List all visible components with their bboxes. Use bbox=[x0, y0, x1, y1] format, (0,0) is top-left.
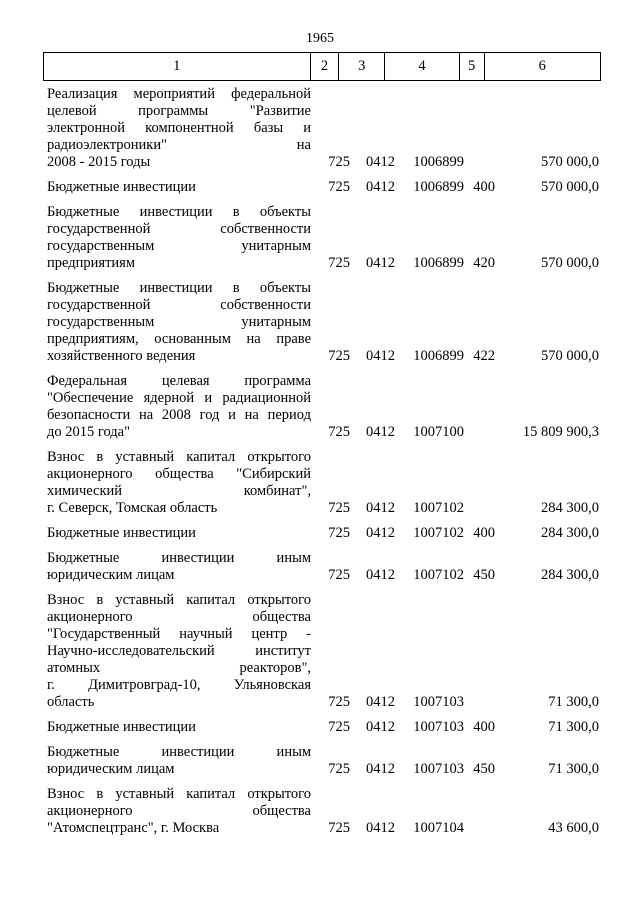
row-c5: 420 bbox=[473, 255, 495, 271]
row-c3: 0412 bbox=[366, 348, 395, 364]
row-c2: 725 bbox=[328, 348, 350, 364]
description-line: Бюджетные инвестиции в объекты bbox=[47, 204, 311, 220]
row-c6: 71 300,0 bbox=[548, 761, 599, 777]
row-c5: 450 bbox=[473, 761, 495, 777]
row-c4: 1006899 bbox=[413, 348, 464, 364]
row-c4: 1006899 bbox=[413, 255, 464, 271]
description-line: радиоэлектроники" на bbox=[47, 137, 311, 153]
description-line: Бюджетные инвестиции bbox=[47, 719, 196, 735]
row-c2: 725 bbox=[328, 525, 350, 541]
row-c4: 1007102 bbox=[413, 567, 464, 583]
description-line: Взнос в уставный капитал открытого bbox=[47, 592, 311, 608]
header-col-3: 3 bbox=[338, 53, 384, 80]
description-line: химический комбинат", bbox=[47, 483, 311, 499]
row-c4: 1007100 bbox=[413, 424, 464, 440]
row-c3: 0412 bbox=[366, 761, 395, 777]
header-col-4: 4 bbox=[384, 53, 459, 80]
description-line: область bbox=[47, 694, 95, 710]
row-c6: 570 000,0 bbox=[541, 255, 599, 271]
row-c3: 0412 bbox=[366, 179, 395, 195]
description-line: г. Северск, Томская область bbox=[47, 500, 218, 516]
row-description bbox=[43, 204, 311, 272]
description-line: Реализация мероприятий федеральной bbox=[47, 86, 311, 102]
row-c3: 0412 bbox=[366, 719, 395, 735]
row-c3: 0412 bbox=[366, 567, 395, 583]
row-c2: 725 bbox=[328, 154, 350, 170]
description-line: "Атомспецтранс", г. Москва bbox=[47, 820, 220, 836]
table-row bbox=[43, 86, 599, 171]
row-description bbox=[43, 744, 311, 778]
table-row bbox=[43, 449, 599, 517]
header-col-5: 5 bbox=[459, 53, 484, 80]
row-c3: 0412 bbox=[366, 154, 395, 170]
description-line: юридическим лицам bbox=[47, 761, 175, 777]
table-row bbox=[43, 179, 599, 196]
description-line: Научно-исследовательский институт bbox=[47, 643, 311, 659]
table-row bbox=[43, 280, 599, 365]
row-c2: 725 bbox=[328, 694, 350, 710]
description-line: Бюджетные инвестиции bbox=[47, 525, 196, 541]
row-c2: 725 bbox=[328, 761, 350, 777]
row-description bbox=[43, 786, 311, 837]
row-c2: 725 bbox=[328, 567, 350, 583]
row-c4: 1007103 bbox=[413, 694, 464, 710]
row-c2: 725 bbox=[328, 255, 350, 271]
header-col-6: 6 bbox=[484, 53, 600, 80]
row-description bbox=[43, 449, 311, 517]
row-c3: 0412 bbox=[366, 255, 395, 271]
row-description bbox=[43, 86, 311, 171]
row-c6: 570 000,0 bbox=[541, 348, 599, 364]
table-row bbox=[43, 373, 599, 441]
row-c6: 43 600,0 bbox=[548, 820, 599, 836]
table-body bbox=[43, 86, 599, 845]
row-c5: 450 bbox=[473, 567, 495, 583]
header-col-2: 2 bbox=[310, 53, 339, 80]
row-description bbox=[43, 550, 311, 584]
row-c2: 725 bbox=[328, 179, 350, 195]
description-line: Бюджетные инвестиции иным bbox=[47, 744, 311, 760]
row-c6: 71 300,0 bbox=[548, 694, 599, 710]
table-row bbox=[43, 592, 599, 711]
row-c4: 1007103 bbox=[413, 761, 464, 777]
description-line: государственной собственности bbox=[47, 297, 311, 313]
description-line: предприятиям, основанным на праве bbox=[47, 331, 311, 347]
page-number: 1965 bbox=[306, 31, 334, 46]
description-line: юридическим лицам bbox=[47, 567, 175, 583]
row-c6: 284 300,0 bbox=[541, 567, 599, 583]
description-line: государственным унитарным bbox=[47, 238, 311, 254]
row-c2: 725 bbox=[328, 424, 350, 440]
description-line: Федеральная целевая программа bbox=[47, 373, 311, 389]
description-line: государственной собственности bbox=[47, 221, 311, 237]
description-line: акционерного общества bbox=[47, 803, 311, 819]
row-c2: 725 bbox=[328, 500, 350, 516]
row-c6: 570 000,0 bbox=[541, 154, 599, 170]
description-line: Взнос в уставный капитал открытого bbox=[47, 786, 311, 802]
description-line: "Обеспечение ядерной и радиационной bbox=[47, 390, 311, 406]
row-c2: 725 bbox=[328, 719, 350, 735]
table-header bbox=[43, 52, 601, 81]
row-c4: 1007102 bbox=[413, 525, 464, 541]
description-line: хозяйственного ведения bbox=[47, 348, 196, 364]
row-c4: 1007103 bbox=[413, 719, 464, 735]
row-c4: 1006899 bbox=[413, 154, 464, 170]
row-c6: 284 300,0 bbox=[541, 525, 599, 541]
description-line: атомных реакторов", bbox=[47, 660, 311, 676]
description-line: электронной компонентной базы и bbox=[47, 120, 311, 136]
table-row bbox=[43, 550, 599, 584]
row-description bbox=[43, 592, 311, 711]
description-line: Бюджетные инвестиции иным bbox=[47, 550, 311, 566]
description-line: безопасности на 2008 год и на период bbox=[47, 407, 311, 423]
description-line: г. Димитровград-10, Ульяновская bbox=[47, 677, 311, 693]
row-c3: 0412 bbox=[366, 820, 395, 836]
row-c5: 400 bbox=[473, 179, 495, 195]
row-c5: 400 bbox=[473, 525, 495, 541]
description-line: акционерного общества "Сибирский bbox=[47, 466, 311, 482]
description-line: предприятиям bbox=[47, 255, 136, 271]
table-row bbox=[43, 719, 599, 736]
row-c2: 725 bbox=[328, 820, 350, 836]
description-line: 2008 - 2015 годы bbox=[47, 154, 151, 170]
row-c3: 0412 bbox=[366, 424, 395, 440]
row-c4: 1006899 bbox=[413, 179, 464, 195]
row-description bbox=[43, 525, 311, 542]
description-line: акционерного общества bbox=[47, 609, 311, 625]
description-line: Взнос в уставный капитал открытого bbox=[47, 449, 311, 465]
description-line: целевой программы "Развитие bbox=[47, 103, 311, 119]
description-line: до 2015 года" bbox=[47, 424, 131, 440]
row-c6: 570 000,0 bbox=[541, 179, 599, 195]
description-line: Бюджетные инвестиции в объекты bbox=[47, 280, 311, 296]
row-c3: 0412 bbox=[366, 500, 395, 516]
row-c3: 0412 bbox=[366, 694, 395, 710]
row-c6: 284 300,0 bbox=[541, 500, 599, 516]
row-c4: 1007102 bbox=[413, 500, 464, 516]
row-c6: 15 809 900,3 bbox=[522, 424, 599, 440]
table-row bbox=[43, 786, 599, 837]
row-c4: 1007104 bbox=[413, 820, 464, 836]
table-row bbox=[43, 525, 599, 542]
row-c5: 400 bbox=[473, 719, 495, 735]
row-c6: 71 300,0 bbox=[548, 719, 599, 735]
description-line: Бюджетные инвестиции bbox=[47, 179, 196, 195]
table-row bbox=[43, 204, 599, 272]
row-description bbox=[43, 179, 311, 196]
row-c5: 422 bbox=[473, 348, 495, 364]
description-line: "Государственный научный центр - bbox=[47, 626, 311, 642]
row-c3: 0412 bbox=[366, 525, 395, 541]
header-col-1: 1 bbox=[173, 58, 181, 74]
description-line: государственным унитарным bbox=[47, 314, 311, 330]
table-row bbox=[43, 744, 599, 778]
row-description bbox=[43, 373, 311, 441]
row-description bbox=[43, 719, 311, 736]
row-description bbox=[43, 280, 311, 365]
